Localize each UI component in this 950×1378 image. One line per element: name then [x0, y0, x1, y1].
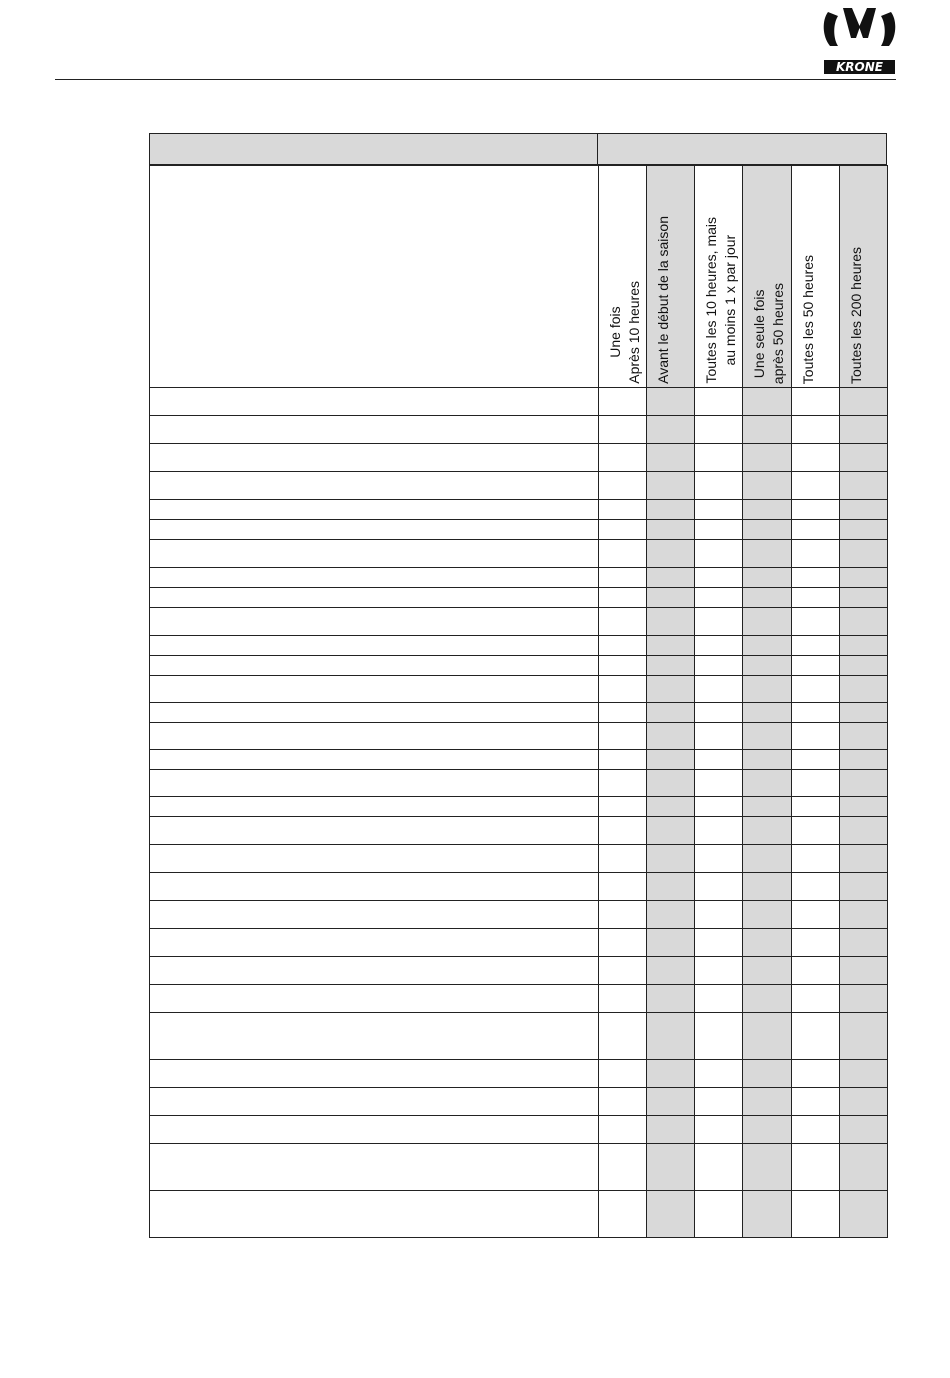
interval-cell	[647, 676, 695, 703]
interval-cell	[839, 985, 887, 1013]
interval-cell	[839, 588, 887, 608]
interval-cell	[647, 985, 695, 1013]
table-row	[150, 656, 888, 676]
interval-cell	[598, 416, 646, 444]
interval-header-row	[150, 166, 888, 388]
task-cell	[150, 540, 599, 568]
interval-label: Toutes les 50 heures	[799, 254, 816, 384]
interval-cell	[647, 901, 695, 929]
interval-cell	[647, 723, 695, 750]
table-row	[150, 985, 888, 1013]
task-cell	[150, 520, 599, 540]
interval-cell	[839, 770, 887, 797]
interval-cell	[647, 608, 695, 636]
interval-cell	[791, 817, 839, 845]
interval-header-every-200h	[839, 166, 887, 388]
interval-cell	[743, 750, 791, 770]
interval-cell	[598, 770, 646, 797]
interval-cell	[695, 770, 743, 797]
interval-cell	[743, 845, 791, 873]
interval-cell	[647, 873, 695, 901]
interval-cell	[647, 1088, 695, 1116]
interval-cell	[695, 750, 743, 770]
interval-cell	[598, 1191, 646, 1238]
interval-cell	[598, 929, 646, 957]
interval-cell	[647, 1144, 695, 1191]
interval-cell	[743, 957, 791, 985]
table-row	[150, 845, 888, 873]
interval-cell	[743, 985, 791, 1013]
interval-cell	[598, 588, 646, 608]
task-column-header	[150, 166, 599, 388]
interval-cell	[695, 676, 743, 703]
task-cell	[150, 656, 599, 676]
interval-cell	[743, 472, 791, 500]
table-row	[150, 444, 888, 472]
interval-cell	[598, 873, 646, 901]
interval-cell	[695, 985, 743, 1013]
interval-cell	[695, 1144, 743, 1191]
table-row	[150, 1088, 888, 1116]
interval-header-every-50h	[791, 166, 839, 388]
interval-cell	[647, 656, 695, 676]
interval-cell	[598, 1088, 646, 1116]
interval-cell	[598, 985, 646, 1013]
interval-cell	[647, 636, 695, 656]
interval-cell	[695, 636, 743, 656]
task-cell	[150, 957, 599, 985]
interval-cell	[743, 1144, 791, 1191]
interval-cell	[839, 636, 887, 656]
interval-cell	[598, 568, 646, 588]
interval-cell	[839, 472, 887, 500]
table-row	[150, 472, 888, 500]
interval-cell	[695, 416, 743, 444]
task-cell	[150, 797, 599, 817]
task-cell	[150, 770, 599, 797]
interval-cell	[743, 636, 791, 656]
interval-cell	[598, 901, 646, 929]
schedule-grid	[149, 165, 888, 1238]
interval-cell	[839, 845, 887, 873]
interval-cell	[839, 873, 887, 901]
interval-cell	[791, 723, 839, 750]
interval-cell	[598, 444, 646, 472]
interval-cell	[695, 656, 743, 676]
interval-label: Avant le début de la saison	[655, 216, 671, 384]
interval-cell	[791, 750, 839, 770]
interval-cell	[743, 540, 791, 568]
table-row	[150, 500, 888, 520]
table-row	[150, 1144, 888, 1191]
interval-header-season-start	[647, 166, 695, 388]
interval-cell	[695, 929, 743, 957]
interval-cell	[791, 1013, 839, 1060]
interval-cell	[598, 723, 646, 750]
interval-cell	[598, 472, 646, 500]
interval-cell	[598, 636, 646, 656]
interval-cell	[743, 444, 791, 472]
interval-label-line2: au moins 1 x par jour	[722, 235, 739, 367]
interval-cell	[695, 1116, 743, 1144]
interval-cell	[695, 520, 743, 540]
table-row	[150, 957, 888, 985]
interval-cell	[839, 957, 887, 985]
task-cell	[150, 703, 599, 723]
interval-cell	[695, 901, 743, 929]
interval-cell	[647, 1116, 695, 1144]
interval-cell	[647, 957, 695, 985]
interval-cell	[839, 723, 887, 750]
interval-cell	[647, 444, 695, 472]
interval-cell	[695, 1060, 743, 1088]
task-cell	[150, 568, 599, 588]
header-rule	[55, 79, 896, 80]
interval-cell	[839, 388, 887, 416]
interval-cell	[647, 1013, 695, 1060]
interval-cell	[839, 444, 887, 472]
table-row	[150, 797, 888, 817]
task-cell	[150, 750, 599, 770]
task-cell	[150, 901, 599, 929]
table-row	[150, 770, 888, 797]
interval-cell	[791, 957, 839, 985]
interval-cell	[743, 608, 791, 636]
task-cell	[150, 929, 599, 957]
interval-cell	[647, 588, 695, 608]
task-cell	[150, 1088, 599, 1116]
interval-header-band	[597, 133, 887, 165]
interval-label: Toutes les 10 heures, mais	[703, 217, 720, 384]
interval-cell	[695, 1191, 743, 1238]
interval-cell	[791, 416, 839, 444]
task-cell	[150, 1144, 599, 1191]
interval-cell	[839, 608, 887, 636]
interval-cell	[695, 540, 743, 568]
interval-label: Une seule fois	[751, 289, 768, 378]
table-row	[150, 416, 888, 444]
interval-cell	[647, 929, 695, 957]
task-cell	[150, 873, 599, 901]
task-cell	[150, 817, 599, 845]
interval-cell	[695, 703, 743, 723]
task-cell	[150, 608, 599, 636]
interval-cell	[598, 520, 646, 540]
interval-cell	[839, 656, 887, 676]
interval-cell	[647, 472, 695, 500]
table-row	[150, 723, 888, 750]
interval-cell	[743, 676, 791, 703]
table-row	[150, 1060, 888, 1088]
interval-cell	[791, 540, 839, 568]
interval-cell	[598, 500, 646, 520]
table-row	[150, 520, 888, 540]
interval-cell	[791, 636, 839, 656]
interval-cell	[743, 873, 791, 901]
task-cell	[150, 845, 599, 873]
interval-cell	[839, 500, 887, 520]
interval-cell	[647, 388, 695, 416]
interval-cell	[743, 656, 791, 676]
interval-cell	[791, 1088, 839, 1116]
interval-cell	[791, 1191, 839, 1238]
table-row	[150, 1013, 888, 1060]
interval-cell	[743, 1191, 791, 1238]
task-cell	[150, 588, 599, 608]
interval-cell	[695, 568, 743, 588]
interval-cell	[647, 416, 695, 444]
interval-cell	[743, 770, 791, 797]
interval-cell	[598, 797, 646, 817]
interval-cell	[839, 750, 887, 770]
interval-cell	[791, 656, 839, 676]
interval-cell	[695, 957, 743, 985]
table-row	[150, 1116, 888, 1144]
interval-cell	[791, 500, 839, 520]
interval-label: Une fois	[606, 306, 623, 359]
task-cell	[150, 1191, 599, 1238]
interval-cell	[791, 929, 839, 957]
interval-cell	[695, 444, 743, 472]
interval-cell	[839, 929, 887, 957]
task-cell	[150, 676, 599, 703]
task-cell	[150, 416, 599, 444]
interval-cell	[791, 520, 839, 540]
interval-cell	[791, 388, 839, 416]
table-row	[150, 636, 888, 656]
interval-cell	[791, 703, 839, 723]
table-row	[150, 873, 888, 901]
interval-cell	[791, 985, 839, 1013]
interval-cell	[598, 656, 646, 676]
table-row	[150, 540, 888, 568]
interval-cell	[791, 568, 839, 588]
interval-cell	[598, 388, 646, 416]
interval-cell	[647, 1060, 695, 1088]
interval-cell	[839, 1088, 887, 1116]
interval-cell	[743, 703, 791, 723]
interval-cell	[598, 1060, 646, 1088]
interval-cell	[839, 520, 887, 540]
interval-cell	[839, 416, 887, 444]
maintenance-table	[149, 133, 888, 1238]
interval-cell	[743, 500, 791, 520]
interval-cell	[839, 1013, 887, 1060]
interval-cell	[743, 568, 791, 588]
task-cell	[150, 1013, 599, 1060]
interval-cell	[791, 676, 839, 703]
interval-cell	[598, 957, 646, 985]
task-cell	[150, 985, 599, 1013]
interval-cell	[695, 388, 743, 416]
interval-cell	[743, 416, 791, 444]
interval-cell	[743, 817, 791, 845]
interval-cell	[839, 1116, 887, 1144]
interval-cell	[598, 676, 646, 703]
interval-cell	[839, 817, 887, 845]
table-row	[150, 901, 888, 929]
interval-cell	[743, 1088, 791, 1116]
interval-cell	[695, 472, 743, 500]
interval-cell	[695, 500, 743, 520]
interval-cell	[647, 500, 695, 520]
interval-cell	[695, 817, 743, 845]
interval-cell	[647, 520, 695, 540]
task-cell	[150, 472, 599, 500]
interval-cell	[791, 1116, 839, 1144]
task-header-band	[149, 133, 598, 165]
table-row	[150, 817, 888, 845]
interval-cell	[743, 1060, 791, 1088]
interval-cell	[598, 817, 646, 845]
table-row	[150, 608, 888, 636]
interval-cell	[791, 845, 839, 873]
interval-cell	[695, 1013, 743, 1060]
interval-cell	[647, 750, 695, 770]
krone-logo	[822, 4, 897, 76]
table-top-band	[149, 133, 888, 165]
interval-cell	[839, 568, 887, 588]
interval-cell	[598, 845, 646, 873]
interval-label: Toutes les 200 heures	[847, 247, 864, 384]
interval-cell	[647, 770, 695, 797]
interval-cell	[743, 901, 791, 929]
interval-cell	[791, 608, 839, 636]
task-cell	[150, 1060, 599, 1088]
interval-cell	[598, 608, 646, 636]
interval-cell	[839, 1191, 887, 1238]
interval-cell	[839, 540, 887, 568]
task-cell	[150, 444, 599, 472]
table-row	[150, 388, 888, 416]
interval-cell	[743, 929, 791, 957]
interval-cell	[598, 540, 646, 568]
task-cell	[150, 723, 599, 750]
interval-cell	[695, 723, 743, 750]
interval-cell	[647, 568, 695, 588]
interval-cell	[695, 845, 743, 873]
interval-cell	[647, 797, 695, 817]
interval-cell	[743, 1013, 791, 1060]
interval-cell	[791, 873, 839, 901]
table-row	[150, 676, 888, 703]
interval-cell	[695, 588, 743, 608]
interval-cell	[791, 472, 839, 500]
interval-cell	[839, 1144, 887, 1191]
interval-cell	[695, 797, 743, 817]
table-row	[150, 750, 888, 770]
interval-label-line2: Après 10 heures	[625, 281, 642, 384]
schedule-rows	[150, 388, 888, 1238]
interval-cell	[743, 588, 791, 608]
interval-cell	[743, 723, 791, 750]
interval-cell	[743, 1116, 791, 1144]
interval-header-every-10h	[695, 166, 743, 388]
interval-cell	[791, 1060, 839, 1088]
task-cell	[150, 1116, 599, 1144]
interval-cell	[839, 703, 887, 723]
interval-header-once-10h	[598, 166, 646, 388]
interval-cell	[647, 540, 695, 568]
interval-cell	[839, 676, 887, 703]
interval-cell	[695, 608, 743, 636]
table-row	[150, 568, 888, 588]
interval-cell	[647, 817, 695, 845]
interval-header-once-50h	[743, 166, 791, 388]
interval-cell	[791, 444, 839, 472]
interval-cell	[743, 520, 791, 540]
interval-cell	[839, 1060, 887, 1088]
interval-cell	[598, 1144, 646, 1191]
table-row	[150, 1191, 888, 1238]
table-row	[150, 929, 888, 957]
table-row	[150, 588, 888, 608]
interval-label-line2: après 50 heures	[770, 282, 787, 384]
interval-cell	[695, 1088, 743, 1116]
interval-cell	[598, 750, 646, 770]
interval-cell	[647, 703, 695, 723]
interval-cell	[598, 1116, 646, 1144]
task-cell	[150, 636, 599, 656]
interval-cell	[695, 873, 743, 901]
interval-cell	[647, 1191, 695, 1238]
logo-wordmark: KRONE	[836, 60, 883, 74]
interval-cell	[743, 797, 791, 817]
interval-cell	[839, 797, 887, 817]
interval-cell	[839, 901, 887, 929]
table-row	[150, 703, 888, 723]
task-cell	[150, 500, 599, 520]
interval-cell	[647, 845, 695, 873]
interval-cell	[791, 770, 839, 797]
interval-cell	[598, 1013, 646, 1060]
interval-cell	[791, 901, 839, 929]
interval-cell	[598, 703, 646, 723]
interval-cell	[791, 797, 839, 817]
interval-cell	[743, 388, 791, 416]
task-cell	[150, 388, 599, 416]
interval-cell	[791, 1144, 839, 1191]
interval-cell	[791, 588, 839, 608]
